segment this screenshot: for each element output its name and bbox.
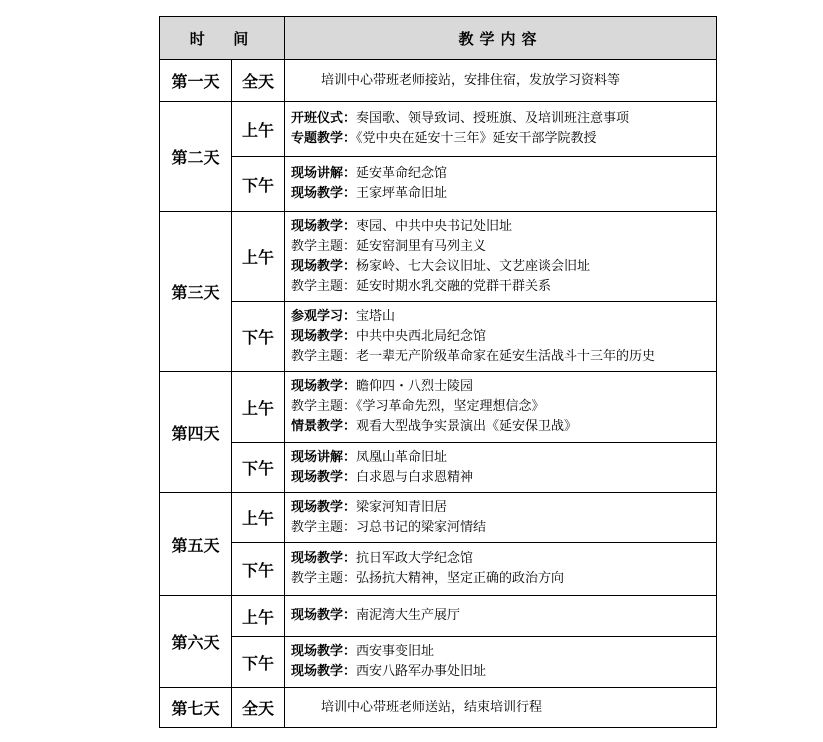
content-line (291, 307, 710, 327)
line-text: 杨家岭、七大会议旧址、文艺座谈会旧址 (356, 258, 591, 274)
day-label: 第六天 (160, 596, 232, 688)
period-label: 上午 (232, 212, 285, 302)
content-line (291, 327, 710, 347)
period-label: 全天 (232, 688, 285, 728)
line-label: 现场教学： (291, 644, 357, 659)
content-line (291, 257, 710, 277)
period-label: 下午 (232, 443, 285, 493)
session-content (285, 302, 717, 372)
period-label: 下午 (232, 637, 285, 688)
line-text: 南泥湾大生产展厅 (356, 608, 461, 623)
period-label: 上午 (232, 493, 285, 543)
line-text: 延安革命纪念馆 (356, 166, 448, 181)
header-time: 时 间 (160, 17, 285, 60)
line-text: 王家坪革命旧址 (356, 186, 448, 201)
table-row (160, 688, 717, 728)
schedule-table (159, 16, 717, 728)
line-text: 《党中央在延安十三年》延安干部学院教授 (356, 131, 597, 146)
content-line (291, 397, 710, 417)
line-label: 现场教学： (291, 328, 357, 344)
line-text: 白求恩与白求恩精神 (356, 469, 474, 485)
line-text: 西安八路军办事处旧址 (356, 664, 487, 679)
line-label: 开班仪式： (291, 111, 357, 126)
line-label: 现场讲解： (291, 166, 357, 181)
schedule-body (160, 60, 717, 728)
line-text: 中共中央西北局纪念馆 (356, 328, 487, 344)
period-label: 全天 (232, 60, 285, 102)
table-row (160, 212, 717, 302)
period-label: 下午 (232, 543, 285, 596)
period-label: 上午 (232, 596, 285, 637)
period-label: 上午 (232, 102, 285, 157)
session-content (285, 688, 717, 728)
day-label: 第七天 (160, 688, 232, 728)
table-row (160, 596, 717, 637)
day-label: 第四天 (160, 372, 232, 493)
line-label: 专题教学： (291, 131, 357, 146)
line-text: 教学主题：延安时期水乳交融的党群干群关系 (291, 278, 552, 294)
table-row (160, 102, 717, 157)
table-row (160, 543, 717, 596)
line-text: 西安事变旧址 (356, 644, 435, 659)
content-line (291, 448, 710, 468)
session-content (285, 596, 717, 637)
session-content (285, 543, 717, 596)
line-text: 教学主题：延安窑洞里有马列主义 (291, 238, 487, 254)
day-label: 第三天 (160, 212, 232, 372)
day-label: 第五天 (160, 493, 232, 596)
content-line (291, 662, 710, 682)
line-text: 培训中心带班老师送站，结束培训行程 (321, 699, 543, 715)
line-text: 枣园、中共中央书记处旧址 (356, 218, 513, 234)
content-line (291, 569, 710, 589)
content-line (291, 109, 710, 129)
table-row (160, 302, 717, 372)
table-row (160, 493, 717, 543)
session-content (285, 157, 717, 212)
line-text: 梁家河知青旧居 (356, 499, 448, 515)
period-label: 下午 (232, 302, 285, 372)
content-line (291, 606, 710, 626)
line-label: 现场教学： (291, 469, 357, 485)
content-line (291, 217, 710, 237)
line-text: 教学主题：老一辈无产阶级革命家在延安生活战斗十三年的历史 (291, 348, 656, 364)
line-text: 教学主题：习总书记的梁家河情结 (291, 519, 487, 535)
day-label: 第一天 (160, 60, 232, 102)
line-label: 现场讲解： (291, 449, 357, 465)
line-text: 教学主题：弘扬抗大精神，坚定正确的政治方向 (291, 571, 565, 586)
content-line (291, 518, 710, 538)
day-label: 第二天 (160, 102, 232, 212)
content-line (291, 184, 710, 204)
session-content (285, 637, 717, 688)
table-row (160, 372, 717, 443)
line-label: 现场教学： (291, 551, 357, 566)
content-line (291, 347, 710, 367)
header-content: 教学内容 (285, 17, 717, 60)
table-row (160, 157, 717, 212)
line-text: 抗日军政大学纪念馆 (356, 551, 474, 566)
line-label: 现场教学： (291, 218, 357, 234)
line-label: 现场教学： (291, 499, 357, 515)
line-label: 现场教学： (291, 186, 357, 201)
line-label: 情景教学： (291, 419, 357, 434)
table-row (160, 443, 717, 493)
content-line (291, 642, 710, 662)
content-line (291, 468, 710, 488)
table-row (160, 637, 717, 688)
line-label: 现场教学： (291, 608, 357, 623)
line-label: 现场教学： (291, 379, 357, 394)
line-label: 现场教学： (291, 258, 357, 274)
content-line (291, 237, 710, 257)
table-row (160, 60, 717, 102)
content-line (291, 377, 710, 397)
line-label: 参观学习： (291, 308, 357, 324)
content-line (291, 417, 710, 437)
session-content (285, 372, 717, 443)
session-content (285, 212, 717, 302)
line-text: 瞻仰四・八烈士陵园 (356, 379, 474, 394)
content-line (291, 549, 710, 569)
line-text: 奏国歌、领导致词、授班旗、及培训班注意事项 (356, 111, 630, 126)
content-line (291, 698, 710, 718)
content-line (291, 498, 710, 518)
period-label: 下午 (232, 157, 285, 212)
line-text: 凤凰山革命旧址 (356, 449, 448, 465)
line-text: 宝塔山 (356, 308, 396, 324)
content-line (291, 277, 710, 297)
line-label: 现场教学： (291, 664, 357, 679)
line-text: 观看大型战争实景演出《延安保卫战》 (356, 419, 578, 434)
session-content (285, 60, 717, 102)
content-line (291, 71, 710, 91)
table-header-row (160, 17, 717, 60)
session-content (285, 443, 717, 493)
session-content (285, 102, 717, 157)
line-text: 教学主题：《学习革命先烈，坚定理想信念》 (291, 399, 545, 414)
content-line (291, 164, 710, 184)
session-content (285, 493, 717, 543)
content-line (291, 129, 710, 149)
line-text: 培训中心带班老师接站，安排住宿，发放学习资料等 (321, 72, 621, 88)
period-label: 上午 (232, 372, 285, 443)
